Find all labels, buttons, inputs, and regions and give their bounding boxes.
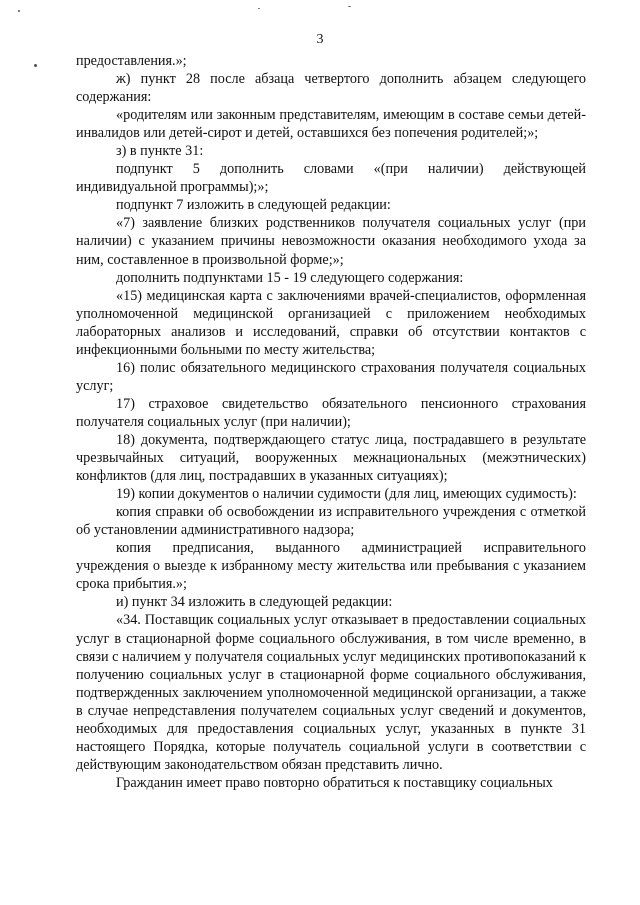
paragraph: копия предписания, выданного администрацией исправительного учреждения о выезде к избранному месту жительства или пребывания с указанием срока прибытия.»; <box>76 540 586 593</box>
paragraph: Гражданин имеет право повторно обратиться к поставщику социальных <box>116 774 553 791</box>
scan-speck <box>34 64 37 67</box>
scan-speck <box>18 10 20 12</box>
scan-speck <box>258 8 260 9</box>
paragraph: з) в пункте 31: <box>116 143 204 160</box>
paragraph: 17) страховое свидетельство обязательного пенсионного страхования получателя социальных услуг (при наличии); <box>76 395 586 430</box>
paragraph: подпункт 7 изложить в следующей редакции: <box>116 197 391 214</box>
paragraph: дополнить подпунктами 15 - 19 следующего содержания: <box>116 269 464 286</box>
paragraph: «15) медицинская карта с заключениями врачей-специалистов, оформленная уполномоченной медицинской организацией с приложением необходимых лабораторных анализов и исследований, справки об отсутствии контактов с инфекционными больными по месту жительства; <box>76 287 586 358</box>
scan-speck <box>348 6 351 7</box>
paragraph: «родителям или законным представителям, имеющим в составе семьи детей-инвалидов или детей-сирот и детей, оставшихся без попечения родителей;»; <box>76 107 586 142</box>
paragraph: «34. Поставщик социальных услуг отказывает в предоставлении социальных услуг в стационарной форме социального обслуживания, в том числе временно, в связи с наличием у получателя социальных услуг медицинских противопоказаний к получению социальных услуг в стационарной форме социального обслуживания, подтвержденных заключением уполномоченной медицинской организации, а также в случае непредставления получателем социальных услуг сведений и документов, необходимых для предоставления социальных услуг, указанных в пункте 31 настоящего Порядка, которые получатель социальной услуги в соответствии с действующим законодательством обязан представить лично. <box>76 612 586 773</box>
paragraph: 16) полис обязательного медицинского страхования получателя социальных услуг; <box>76 359 586 394</box>
paragraph: подпункт 5 дополнить словами «(при наличии) действующей индивидуальной программы);»; <box>76 161 586 196</box>
paragraph: копия справки об освобождении из исправительного учреждения с отметкой об установлении административного надзора; <box>76 504 586 539</box>
page-number: 3 <box>316 32 324 47</box>
paragraph: «7) заявление близких родственников получателя социальных услуг (при наличии) с указанием причины невозможности оказания необходимого ухода за ним, составленное в произвольной форме;»; <box>76 215 586 268</box>
paragraph: ж) пункт 28 после абзаца четвертого дополнить абзацем следующего содержания: <box>76 71 586 106</box>
paragraph: 18) документа, подтверждающего статус лица, пострадавшего в результате чрезвычайных ситуаций, вооруженных межнациональных (межэтнических) конфликтов (для лиц, пострадавших в указанных ситуациях); <box>76 431 586 485</box>
paragraph: 19) копии документов о наличии судимости (для лиц, имеющих судимость): <box>116 486 577 503</box>
document-body <box>76 52 586 792</box>
paragraph: предоставления.»; <box>76 53 187 69</box>
paragraph: и) пункт 34 изложить в следующей редакции: <box>116 594 393 611</box>
